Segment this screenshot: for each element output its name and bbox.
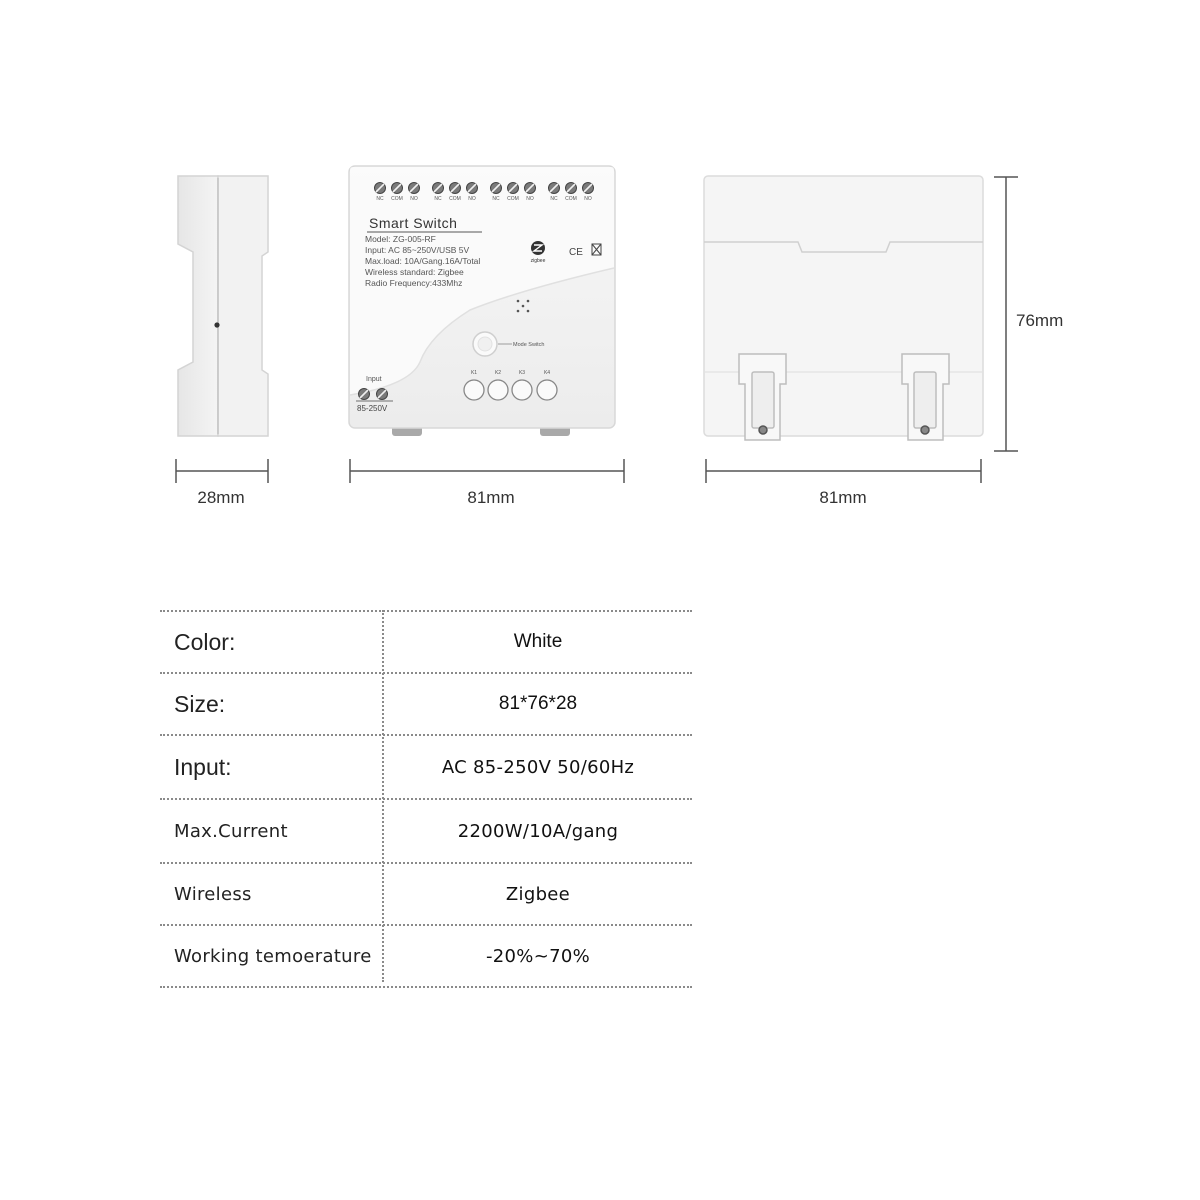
device-title: Smart Switch — [369, 215, 458, 231]
spec-value: 2200W/10A/gang — [457, 820, 619, 842]
spec-row-input — [160, 734, 692, 798]
dimension-label-back: 81mm — [819, 488, 867, 507]
spec-label: Input: — [174, 753, 232, 780]
terminal-label: NO — [410, 196, 418, 202]
rf-line: Radio Frequency:433Mhz — [365, 278, 463, 288]
terminal-label: NC — [376, 196, 384, 202]
spec-label: Color: — [174, 628, 236, 655]
din-clip-left — [739, 354, 786, 440]
button-label: K3 — [518, 370, 526, 376]
model-line: Model: ZG-005-RF — [365, 234, 436, 244]
terminal-label: NC — [434, 196, 442, 202]
k2-button[interactable] — [488, 380, 508, 400]
spec-value: -20%~70% — [486, 945, 590, 967]
terminal-label: COM — [565, 196, 577, 202]
dimension-label-height: 76mm — [1016, 311, 1064, 330]
spec-label: Working temoerature — [174, 945, 372, 967]
zigbee-logo-text: zigbee — [530, 258, 546, 264]
terminal-label: NC — [550, 196, 558, 202]
k1-button[interactable] — [464, 380, 484, 400]
wireless-line: Wireless standard: Zigbee — [365, 267, 464, 277]
terminal-label: NO — [468, 196, 476, 202]
maxload-line: Max.load: 10A/Gang.16A/Total — [365, 256, 481, 266]
spec-label: Max.Current — [174, 820, 288, 842]
terminal-label: NO — [584, 196, 592, 202]
button-label: K1 — [470, 370, 478, 376]
spec-value: AC 85-250V 50/60Hz — [441, 756, 635, 778]
k3-button[interactable] — [512, 380, 532, 400]
dimension-label-side: 28mm — [197, 488, 245, 507]
terminal-label: COM — [391, 196, 403, 202]
k4-button[interactable] — [537, 380, 557, 400]
terminal-label: NC — [492, 196, 500, 202]
spec-row-color — [160, 610, 692, 672]
input-line: Input: AC 85~250V/USB 5V — [365, 245, 470, 255]
button-label: K2 — [494, 370, 502, 376]
din-clip-right — [902, 354, 949, 440]
dimension-label-front: 81mm — [467, 488, 515, 507]
spec-value: 81*76*28 — [498, 693, 578, 714]
spec-value: Zigbee — [505, 883, 571, 905]
spec-row-working-temperature — [160, 924, 692, 988]
mode-switch-button[interactable] — [473, 332, 497, 356]
side-view — [178, 176, 268, 436]
front-view — [349, 166, 615, 436]
terminal-label: COM — [449, 196, 461, 202]
spec-value: White — [513, 631, 563, 652]
ce-mark: CE — [569, 247, 583, 258]
spec-label: Size: — [174, 690, 226, 717]
back-view — [704, 176, 983, 440]
terminal-label: COM — [507, 196, 519, 202]
spec-label: Wireless — [174, 883, 252, 905]
terminal-label: NO — [526, 196, 534, 202]
voltage-label: 85-250V — [357, 404, 388, 413]
spec-row-max-current — [160, 798, 692, 862]
mode-switch-label: Mode Switch — [513, 342, 545, 348]
input-terminal-label: Input — [366, 376, 382, 383]
button-label: K4 — [543, 370, 551, 376]
spec-row-wireless — [160, 862, 692, 924]
spec-row-size — [160, 672, 692, 734]
product-drawings — [0, 0, 1200, 560]
zigbee-logo — [531, 241, 546, 264]
spec-table — [160, 610, 692, 988]
